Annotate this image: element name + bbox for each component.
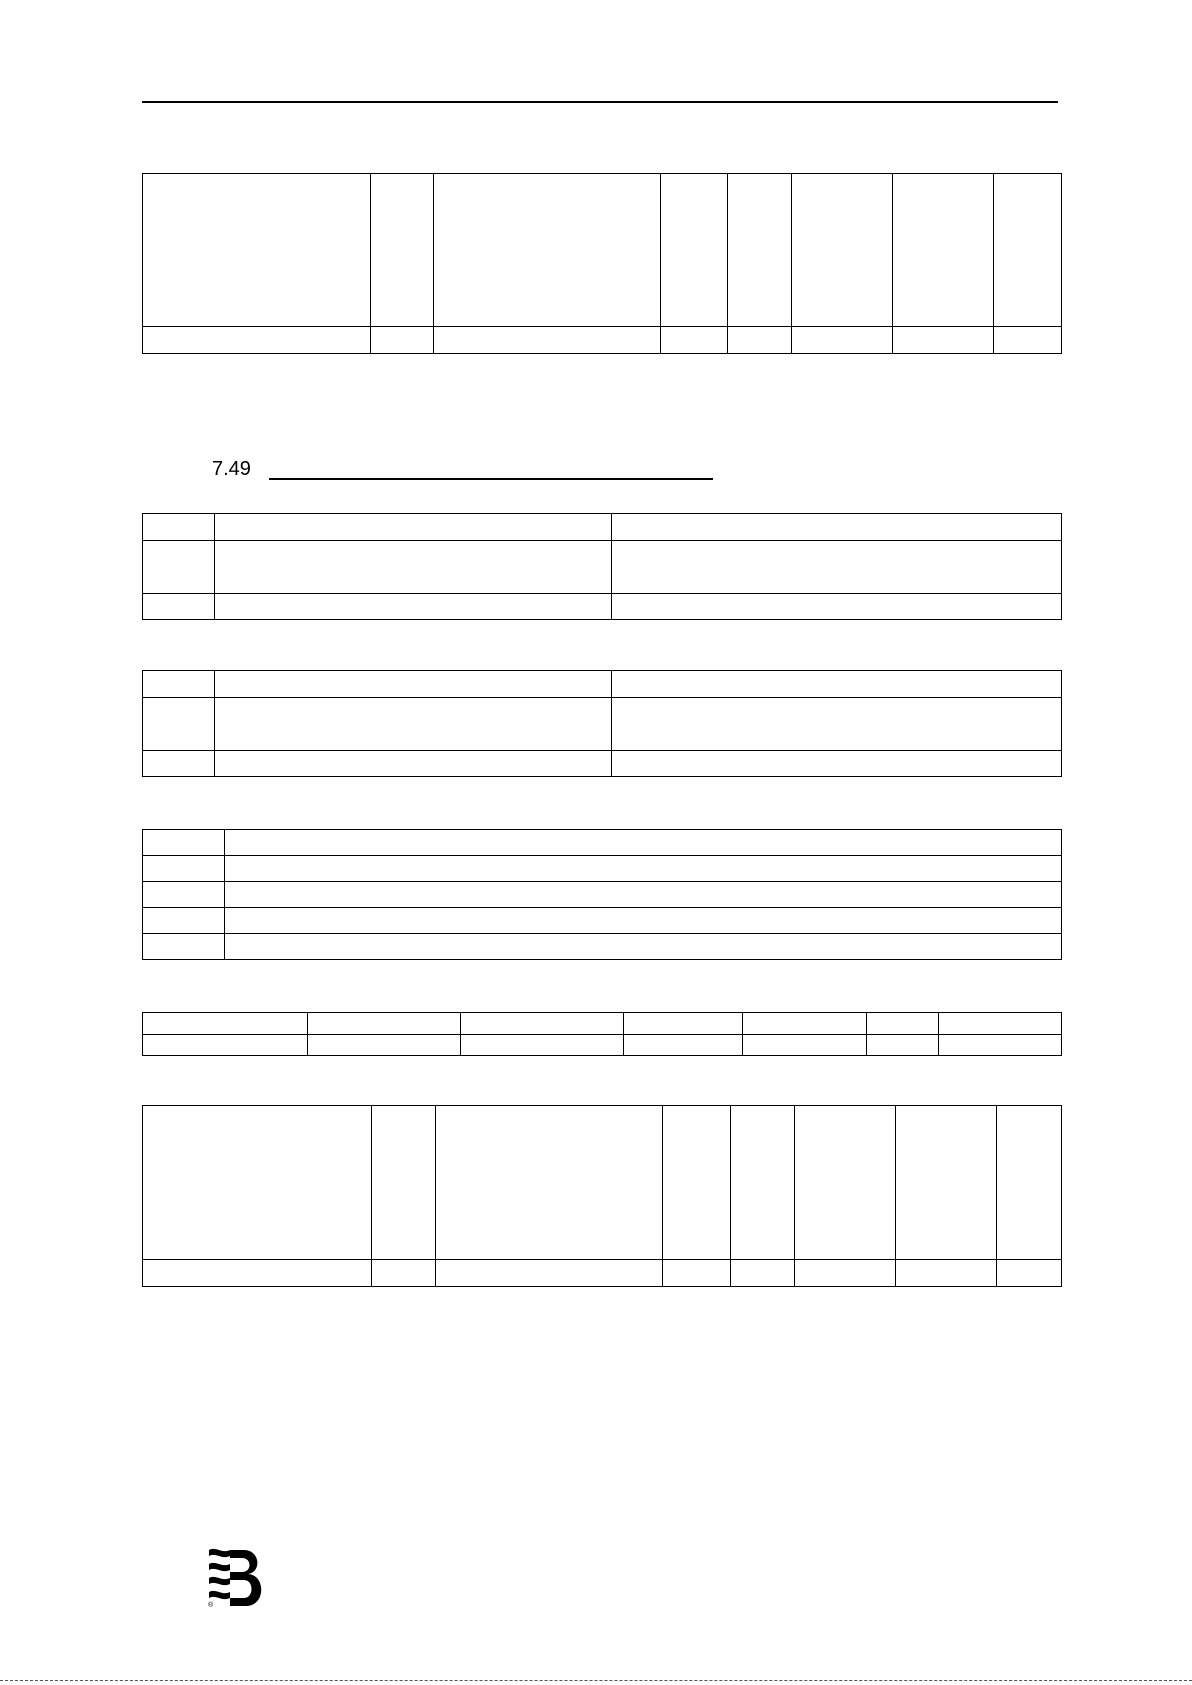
- table-row: [143, 750, 1062, 776]
- table-row: [143, 593, 1062, 619]
- table-row: [143, 1013, 1062, 1035]
- table-row: [143, 1106, 1062, 1260]
- data-table-1: [142, 173, 1062, 354]
- table-row: [143, 514, 1062, 541]
- table-row: [143, 882, 1062, 908]
- section-title-underline: [269, 478, 713, 480]
- data-table-2: [142, 1105, 1062, 1287]
- table-row: [143, 541, 1062, 593]
- table-row: [143, 1034, 1062, 1056]
- table-row: [143, 1259, 1062, 1286]
- table-row: [143, 326, 1062, 353]
- table-row: [143, 671, 1062, 698]
- param-table-1: [142, 513, 1062, 620]
- page-bottom-edge: [0, 1680, 1192, 1681]
- table-row: [143, 856, 1062, 882]
- value-table: [142, 829, 1062, 960]
- table-row: [143, 908, 1062, 934]
- summary-table: [142, 1012, 1062, 1056]
- header-rule: [142, 101, 1058, 103]
- section-number: 7.49: [212, 458, 251, 480]
- company-logo-icon: [206, 1544, 272, 1610]
- table-row: [143, 174, 1062, 327]
- param-table-2: [142, 670, 1062, 777]
- table-row: [143, 698, 1062, 750]
- registered-mark: ®: [208, 1602, 214, 1609]
- table-row: [143, 830, 1062, 856]
- table-row: [143, 934, 1062, 960]
